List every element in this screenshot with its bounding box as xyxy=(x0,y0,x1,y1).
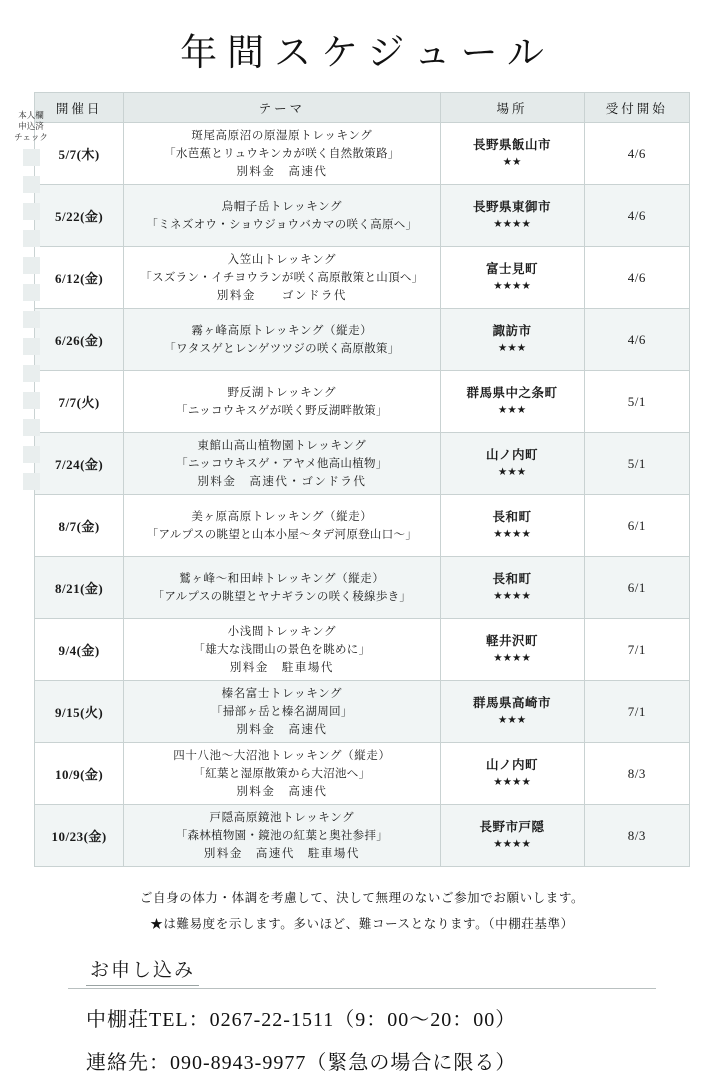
cell-place xyxy=(440,743,584,805)
cell-reception-start: 4/6 xyxy=(584,247,689,309)
theme-line: 「紅葉と湿原散策から大沼池へ」 xyxy=(193,767,371,780)
check-box[interactable] xyxy=(23,257,40,274)
cell-reception-start: 7/1 xyxy=(584,681,689,743)
table-row xyxy=(35,557,690,619)
place-name: 群馬県中之条町 xyxy=(466,385,558,400)
check-box-list xyxy=(8,149,54,490)
cell-theme xyxy=(124,185,440,247)
header-recv: 受付開始 xyxy=(584,93,689,123)
cell-theme xyxy=(124,557,440,619)
check-box[interactable] xyxy=(23,419,40,436)
cell-theme xyxy=(124,247,440,309)
theme-line: 「ワタスゲとレンゲツツジの咲く高原散策」 xyxy=(164,342,400,355)
table-row xyxy=(35,681,690,743)
difficulty-stars: ★★★ xyxy=(497,714,527,726)
cell-date: 8/21(金) xyxy=(35,557,124,619)
cell-theme xyxy=(124,743,440,805)
apply-section xyxy=(34,947,690,1075)
cell-place xyxy=(440,681,584,743)
theme-line: 別料金 高速代 駐車場代 xyxy=(203,847,360,860)
table-row xyxy=(35,309,690,371)
check-box[interactable] xyxy=(23,473,40,490)
place-name: 群馬県高崎市 xyxy=(473,695,552,710)
theme-line: 別料金 駐車場代 xyxy=(229,661,334,674)
apply-contact-line: 連絡先：090-8943-9977（緊急の場合に限る） xyxy=(86,1052,517,1074)
theme-line: 「水芭蕉とリュウキンカが咲く自然散策路」 xyxy=(164,147,400,160)
apply-tel-line: 中棚荘TEL：0267-22-1511（9：00～20：00） xyxy=(86,1009,517,1031)
difficulty-stars: ★★★★ xyxy=(493,652,531,664)
check-box[interactable] xyxy=(23,365,40,382)
theme-line: 東館山高山植物園トレッキング xyxy=(197,439,367,452)
theme-line: 「ニッコウキスゲ・アヤメ他高山植物」 xyxy=(176,457,388,470)
theme-line: 「掃部ヶ岳と榛名湖周回」 xyxy=(211,705,353,718)
cell-reception-start: 6/1 xyxy=(584,495,689,557)
cell-place xyxy=(440,805,584,867)
table-row xyxy=(35,247,690,309)
cell-theme xyxy=(124,371,440,433)
cell-date: 6/12(金) xyxy=(35,247,124,309)
cell-place xyxy=(440,185,584,247)
theme-line: 別料金 高速代・ゴンドラ代 xyxy=(197,475,367,488)
apply-divider xyxy=(68,988,656,989)
table-header-row xyxy=(35,93,690,123)
notes xyxy=(0,885,724,937)
cell-reception-start: 7/1 xyxy=(584,619,689,681)
place-name: 富士見町 xyxy=(486,261,539,276)
note-line-2: ★は難易度を示します。多いほど、難コースとなります。（中棚荘基準） xyxy=(150,917,574,931)
table-row xyxy=(35,433,690,495)
difficulty-stars: ★★★★ xyxy=(493,280,531,292)
place-name: 軽井沢町 xyxy=(486,633,539,648)
theme-line: 「森林植物園・鏡池の紅葉と奥社参拝」 xyxy=(175,829,389,842)
cell-place xyxy=(440,557,584,619)
apply-heading: お申し込み xyxy=(86,955,199,986)
difficulty-stars: ★★★ xyxy=(497,404,527,416)
theme-line: 「アルプスの眺望と山本小屋～タデ河原登山口～」 xyxy=(146,528,418,541)
cell-reception-start: 5/1 xyxy=(584,433,689,495)
theme-line: 斑尾高原沼の原湿原トレッキング xyxy=(191,129,373,142)
cell-reception-start: 8/3 xyxy=(584,743,689,805)
check-column xyxy=(8,110,54,490)
theme-line: 別料金 高速代 xyxy=(236,165,328,178)
theme-line: 鷲ヶ峰～和田峠トレッキング（縦走） xyxy=(179,572,385,585)
cell-place xyxy=(440,123,584,185)
theme-line: 四十八池～大沼池トレッキング（縦走） xyxy=(173,749,391,762)
table-row xyxy=(35,805,690,867)
header-date: 開催日 xyxy=(35,93,124,123)
cell-theme xyxy=(124,433,440,495)
difficulty-stars: ★★★ xyxy=(497,466,527,478)
place-name: 長野県東御市 xyxy=(473,199,552,214)
check-column-label-3: チェック xyxy=(14,132,48,142)
cell-reception-start: 6/1 xyxy=(584,557,689,619)
cell-date: 8/7(金) xyxy=(35,495,124,557)
difficulty-stars: ★★★★ xyxy=(493,528,531,540)
difficulty-stars: ★★★★ xyxy=(493,218,531,230)
theme-line: 「ミネズオウ・ショウジョウバカマの咲く高原へ」 xyxy=(146,218,418,231)
cell-date: 5/22(金) xyxy=(35,185,124,247)
cell-reception-start: 4/6 xyxy=(584,185,689,247)
cell-place xyxy=(440,247,584,309)
cell-date: 10/9(金) xyxy=(35,743,124,805)
check-box[interactable] xyxy=(23,203,40,220)
theme-line: 小浅間トレッキング xyxy=(227,625,337,638)
check-box[interactable] xyxy=(23,311,40,328)
difficulty-stars: ★★★★ xyxy=(493,776,531,788)
cell-date: 6/26(金) xyxy=(35,309,124,371)
theme-line: 野反湖トレッキング xyxy=(227,386,337,399)
check-column-label-1: 本人欄 xyxy=(18,110,44,120)
check-box[interactable] xyxy=(23,338,40,355)
schedule-table xyxy=(34,92,690,867)
theme-line: 霧ヶ峰高原トレッキング（縦走） xyxy=(191,324,373,337)
table-row xyxy=(35,123,690,185)
cell-place xyxy=(440,495,584,557)
cell-date: 9/15(火) xyxy=(35,681,124,743)
difficulty-stars: ★★★★ xyxy=(493,590,531,602)
check-column-label-2: 申込済 xyxy=(18,121,44,131)
place-name: 山ノ内町 xyxy=(486,447,539,462)
cell-place xyxy=(440,309,584,371)
difficulty-stars: ★★★ xyxy=(497,342,527,354)
cell-theme xyxy=(124,495,440,557)
place-name: 長和町 xyxy=(492,571,532,586)
theme-line: 美ヶ原高原トレッキング（縦走） xyxy=(191,510,373,523)
theme-line: 入笠山トレッキング xyxy=(227,253,337,266)
theme-line: 「雄大な浅間山の景色を眺めに」 xyxy=(193,643,371,656)
page-title: 年間スケジュール xyxy=(180,33,554,74)
cell-place xyxy=(440,433,584,495)
theme-line: 「ニッコウキスゲが咲く野反湖畔散策」 xyxy=(176,404,388,417)
cell-theme xyxy=(124,123,440,185)
difficulty-stars: ★★ xyxy=(502,156,522,168)
cell-theme xyxy=(124,619,440,681)
check-box[interactable] xyxy=(23,392,40,409)
difficulty-stars: ★★★★ xyxy=(493,838,531,850)
theme-line: 榛名富士トレッキング xyxy=(221,687,343,700)
theme-line: 「アルプスの眺望とヤナギランの咲く稜線歩き」 xyxy=(152,590,412,603)
cell-place xyxy=(440,619,584,681)
check-box[interactable] xyxy=(23,446,40,463)
check-box[interactable] xyxy=(23,230,40,247)
cell-theme xyxy=(124,805,440,867)
cell-date: 7/24(金) xyxy=(35,433,124,495)
cell-reception-start: 4/6 xyxy=(584,309,689,371)
check-box[interactable] xyxy=(23,149,40,166)
table-row xyxy=(35,743,690,805)
cell-date: 5/7(木) xyxy=(35,123,124,185)
cell-theme xyxy=(124,309,440,371)
theme-line: 「スズラン・イチヨウランが咲く高原散策と山頂へ」 xyxy=(140,271,424,284)
cell-theme xyxy=(124,681,440,743)
cell-reception-start: 8/3 xyxy=(584,805,689,867)
cell-date: 7/7(火) xyxy=(35,371,124,433)
theme-line: 別料金 高速代 xyxy=(236,723,328,736)
place-name: 諏訪市 xyxy=(492,323,532,338)
table-row xyxy=(35,619,690,681)
theme-line: 別料金 ゴンドラ代 xyxy=(216,289,347,302)
place-name: 長和町 xyxy=(492,509,532,524)
table-row xyxy=(35,185,690,247)
place-name: 長野市戸隠 xyxy=(479,819,545,834)
cell-reception-start: 4/6 xyxy=(584,123,689,185)
table-row xyxy=(35,495,690,557)
table-row xyxy=(35,371,690,433)
theme-line: 戸隠高原鏡池トレッキング xyxy=(209,811,355,824)
place-name: 山ノ内町 xyxy=(486,757,539,772)
check-box[interactable] xyxy=(23,284,40,301)
header-place: 場所 xyxy=(440,93,584,123)
cell-date: 10/23(金) xyxy=(35,805,124,867)
theme-line: 烏帽子岳トレッキング xyxy=(221,200,343,213)
cell-place xyxy=(440,371,584,433)
header-theme: テーマ xyxy=(124,93,440,123)
cell-reception-start: 5/1 xyxy=(584,371,689,433)
theme-line: 別料金 高速代 xyxy=(236,785,328,798)
note-line-1: ご自身の体力・体調を考慮して、決して無理のないご参加でお願いします。 xyxy=(139,891,585,905)
cell-date: 9/4(金) xyxy=(35,619,124,681)
place-name: 長野県飯山市 xyxy=(473,137,552,152)
check-box[interactable] xyxy=(23,176,40,193)
